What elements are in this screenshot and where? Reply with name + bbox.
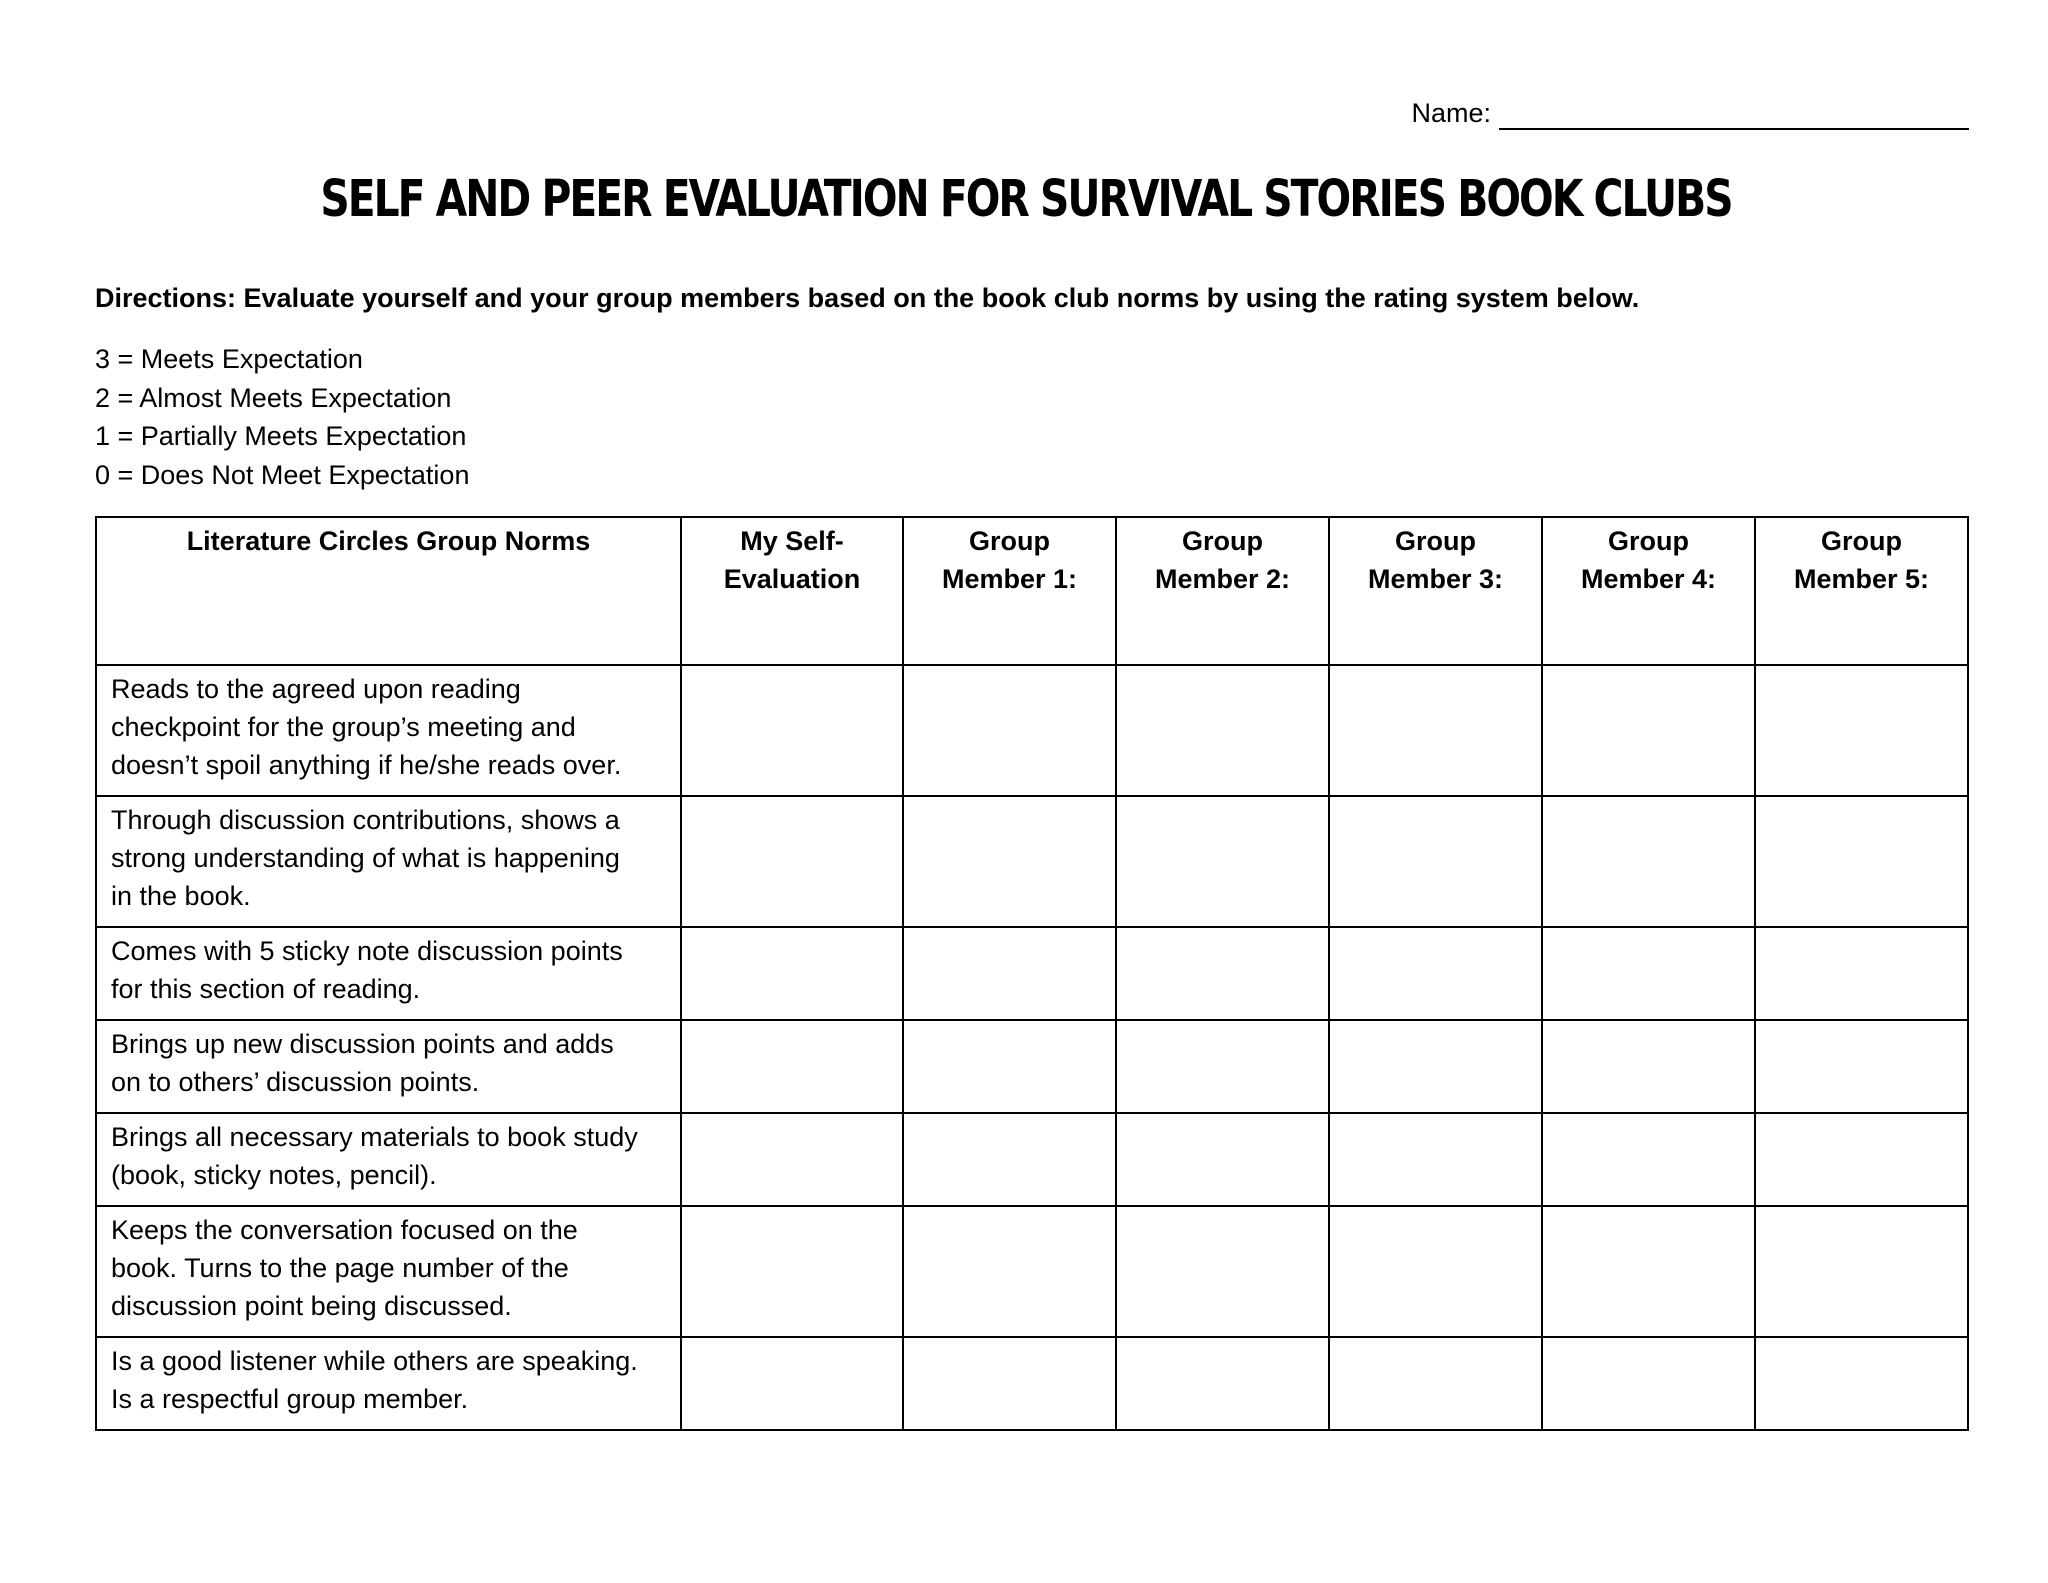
rating-cell-member-4[interactable] — [1542, 1337, 1755, 1430]
norm-line: Is a respectful group member. — [111, 1384, 469, 1414]
norm-cell — [96, 796, 681, 927]
rating-cell-self[interactable] — [681, 927, 903, 1020]
rating-cell-member-5[interactable] — [1755, 796, 1968, 927]
norm-line: doesn’t spoil anything if he/she reads over. — [111, 750, 622, 780]
table-row — [96, 796, 1968, 927]
rating-cell-member-2[interactable] — [1116, 665, 1329, 796]
name-field[interactable] — [1499, 98, 1969, 130]
norm-line: on to others’ discussion points. — [111, 1067, 480, 1097]
rating-cell-member-5[interactable] — [1755, 927, 1968, 1020]
rating-cell-member-3[interactable] — [1329, 1113, 1542, 1206]
norm-cell — [96, 1206, 681, 1337]
norm-line: in the book. — [111, 881, 251, 911]
rating-cell-member-3[interactable] — [1329, 927, 1542, 1020]
table-row — [96, 1113, 1968, 1206]
rating-scale-item: 2 = Almost Meets Expectation — [95, 382, 452, 413]
rating-scale-item: 3 = Meets Expectation — [95, 344, 363, 374]
rating-cell-member-3[interactable] — [1329, 1020, 1542, 1113]
norm-line: (book, sticky notes, pencil). — [111, 1160, 437, 1190]
header-line: Member 5: — [1793, 564, 1930, 594]
norm-line: Through discussion contributions, shows a — [111, 805, 620, 835]
table-row — [96, 665, 1968, 796]
norm-cell — [96, 1337, 681, 1430]
rating-cell-member-2[interactable] — [1116, 1113, 1329, 1206]
rating-cell-member-5[interactable] — [1755, 1337, 1968, 1430]
rating-cell-member-5[interactable] — [1755, 1113, 1968, 1206]
rating-cell-member-5[interactable] — [1755, 1206, 1968, 1337]
name-label: Name: — [1411, 98, 1491, 128]
header-line: My Self- — [740, 526, 844, 556]
header-line: Evaluation — [723, 564, 861, 594]
rating-cell-member-1[interactable] — [903, 665, 1116, 796]
rating-cell-member-2[interactable] — [1116, 1020, 1329, 1113]
rating-cell-member-4[interactable] — [1542, 796, 1755, 927]
rating-scale-item: 1 = Partially Meets Expectation — [95, 421, 467, 451]
table-row — [96, 1337, 1968, 1430]
norm-line: checkpoint for the group’s meeting and — [111, 712, 576, 742]
norm-line: discussion point being discussed. — [111, 1291, 512, 1321]
header-line: Member 1: — [941, 564, 1078, 594]
rating-cell-member-3[interactable] — [1329, 1337, 1542, 1430]
header-member-3 — [1329, 517, 1542, 665]
directions: Directions: Evaluate yourself and your group members based on the book club norms by using the rating system below. — [95, 283, 1640, 313]
evaluation-table — [95, 516, 1969, 1431]
rating-cell-member-2[interactable] — [1116, 796, 1329, 927]
rating-cell-member-5[interactable] — [1755, 665, 1968, 796]
header-line: Literature Circles Group Norms — [186, 526, 591, 556]
header-member-2 — [1116, 517, 1329, 665]
header-norms — [96, 517, 681, 665]
norm-cell — [96, 1113, 681, 1206]
table-row — [96, 1206, 1968, 1337]
rating-scale-item: 0 = Does Not Meet Expectation — [95, 459, 470, 490]
rating-cell-member-1[interactable] — [903, 1113, 1116, 1206]
rating-cell-member-1[interactable] — [903, 1337, 1116, 1430]
table-header-row — [96, 517, 1968, 665]
rating-cell-self[interactable] — [681, 1337, 903, 1430]
name-line — [1411, 96, 1969, 130]
rating-cell-self[interactable] — [681, 1020, 903, 1113]
norm-line: Brings up new discussion points and adds — [111, 1029, 614, 1059]
norm-cell — [96, 1020, 681, 1113]
norm-cell — [96, 665, 681, 796]
rating-cell-member-3[interactable] — [1329, 796, 1542, 927]
norm-line: Comes with 5 sticky note discussion points — [111, 936, 623, 966]
rating-cell-member-1[interactable] — [903, 1206, 1116, 1337]
rating-cell-member-4[interactable] — [1542, 1113, 1755, 1206]
rating-cell-member-4[interactable] — [1542, 665, 1755, 796]
norm-line: Keeps the conversation focused on the — [111, 1215, 578, 1245]
norm-line: Brings all necessary materials to book study — [111, 1122, 638, 1152]
rating-cell-member-2[interactable] — [1116, 1206, 1329, 1337]
rating-cell-member-5[interactable] — [1755, 1020, 1968, 1113]
norm-line: book. Turns to the page number of the — [111, 1253, 569, 1283]
header-line: Member 2: — [1154, 564, 1291, 594]
rating-cell-self[interactable] — [681, 796, 903, 927]
rating-cell-member-3[interactable] — [1329, 665, 1542, 796]
table-row — [96, 927, 1968, 1020]
rating-cell-self[interactable] — [681, 1113, 903, 1206]
norm-line: for this section of reading. — [111, 974, 421, 1004]
norm-cell — [96, 927, 681, 1020]
rating-cell-member-1[interactable] — [903, 927, 1116, 1020]
header-self-evaluation — [681, 517, 903, 665]
norm-line: Is a good listener while others are speaking. — [111, 1346, 638, 1376]
norm-line: Reads to the agreed upon reading — [111, 674, 521, 704]
rating-scale — [95, 340, 469, 494]
header-member-4 — [1542, 517, 1755, 665]
norm-line: strong understanding of what is happening — [111, 843, 620, 873]
rating-cell-member-1[interactable] — [903, 796, 1116, 927]
header-member-1 — [903, 517, 1116, 665]
header-line: Group — [1182, 526, 1263, 556]
header-line: Group — [1395, 526, 1476, 556]
header-line: Group — [969, 526, 1050, 556]
page-title: SELF AND PEER EVALUATION FOR SURVIVAL STORIES BOOK CLUBS — [320, 170, 1732, 229]
rating-cell-member-2[interactable] — [1116, 1337, 1329, 1430]
header-member-5 — [1755, 517, 1968, 665]
rating-cell-member-3[interactable] — [1329, 1206, 1542, 1337]
rating-cell-member-4[interactable] — [1542, 1020, 1755, 1113]
rating-cell-self[interactable] — [681, 665, 903, 796]
rating-cell-member-4[interactable] — [1542, 1206, 1755, 1337]
header-line: Member 4: — [1580, 564, 1717, 594]
rating-cell-member-1[interactable] — [903, 1020, 1116, 1113]
header-line: Member 3: — [1367, 564, 1504, 594]
rating-cell-member-4[interactable] — [1542, 927, 1755, 1020]
header-line: Group — [1821, 526, 1902, 556]
rating-cell-member-2[interactable] — [1116, 927, 1329, 1020]
header-line: Group — [1608, 526, 1689, 556]
table-row — [96, 1020, 1968, 1113]
rating-cell-self[interactable] — [681, 1206, 903, 1337]
